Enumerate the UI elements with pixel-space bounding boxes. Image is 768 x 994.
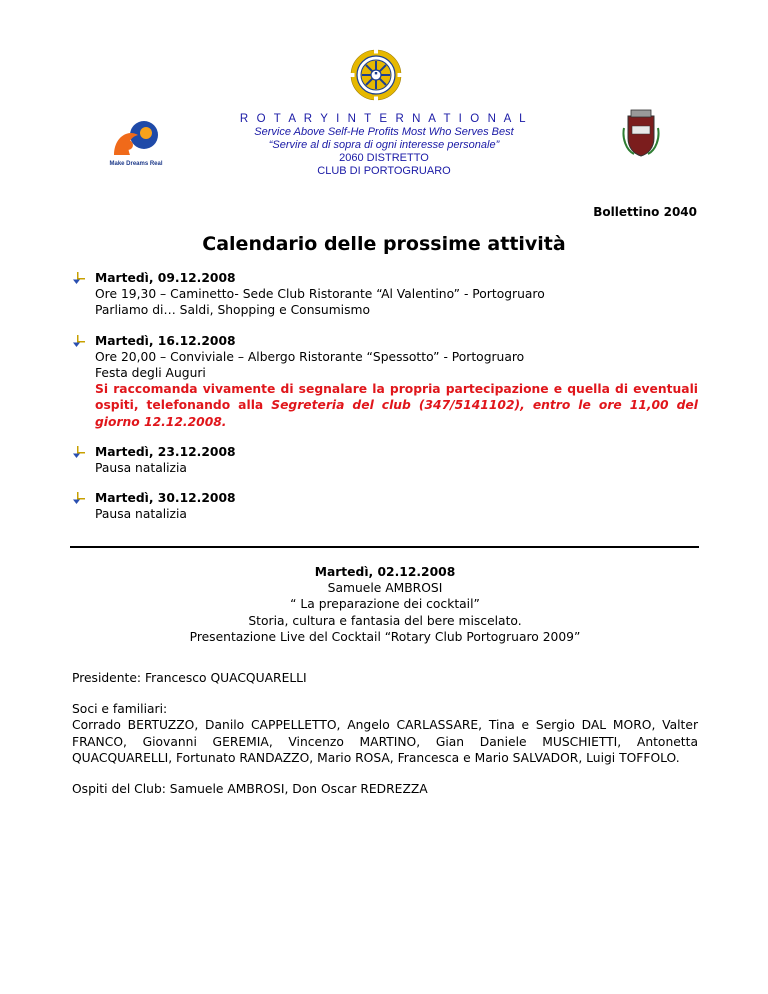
event-line: Pausa natalizia <box>95 507 187 522</box>
members-list: Corrado BERTUZZO, Danilo CAPPELLETTO, Angelo CARLASSARE, Tina e Sergio DAL MORO, Valter FRANCO, Giovanni GEREMIA, Vincenzo MARTINO, Gian Daniele MUSCHIETTI, Antonetta QUACQUARELLI, Fortunato RANDAZZO, Mario ROSA, Francesca e Mario SALVADOR, Luigi TOFFOLO. <box>72 718 698 765</box>
club-header <box>184 113 584 178</box>
notice-text: Si raccomanda vivamente di segnalare la propria partecipazione e quella di eventuali ospiti, telefonando alla <box>95 382 698 413</box>
event-date: Martedì, 16.12.2008 <box>95 333 236 348</box>
calendar-event <box>72 444 698 476</box>
district: 2060 DISTRETTO <box>339 152 429 164</box>
guests: Ospiti del Club: Samuele AMBROSI, Don Oscar REDREZZA <box>72 782 428 797</box>
event-date: Martedì, 30.12.2008 <box>95 491 236 506</box>
make-dreams-real-label: Make Dreams Real <box>109 161 163 167</box>
club-name: CLUB DI PORTOGRUARO <box>317 165 451 177</box>
notice-contact: Segreteria del club (347/5141102), entro le ore 11,00 del giorno 12.12.2008. <box>95 398 698 429</box>
org-name: R O T A R Y I N T E R N A T I O N A L <box>239 113 529 125</box>
bullet-arrow-icon <box>72 445 86 459</box>
past-meeting <box>72 564 698 645</box>
calendar-event <box>72 333 698 430</box>
event-line: Festa degli Auguri <box>95 366 206 381</box>
bullet-arrow-icon <box>72 334 86 348</box>
motto-english: Service Above Self-He Profits Most Who Serves Best <box>254 126 514 138</box>
event-line: Pausa natalizia <box>95 461 187 476</box>
rotary-wheel-logo <box>349 48 403 102</box>
past-meeting-topic: “ La preparazione dei cocktail” <box>290 597 480 612</box>
town-crest-icon <box>622 108 660 158</box>
event-line: Ore 19,30 – Caminetto- Sede Club Ristorante “Al Valentino” - Portogruaro <box>95 287 545 302</box>
president: Presidente: Francesco QUACQUARELLI <box>72 671 307 685</box>
bullet-arrow-icon <box>72 271 86 285</box>
event-date: Martedì, 23.12.2008 <box>95 444 236 459</box>
event-date: Martedì, 09.12.2008 <box>95 271 236 285</box>
calendar-event <box>72 270 698 319</box>
bullet-arrow-icon <box>72 491 86 505</box>
past-meeting-date: Martedì, 02.12.2008 <box>314 565 456 579</box>
calendar-event <box>72 490 698 522</box>
members-label: Soci e familiari: <box>72 702 168 717</box>
past-meeting-subtitle: Storia, cultura e fantasia del bere miscelato. <box>248 613 522 628</box>
past-meeting-presentation: Presentazione Live del Cocktail “Rotary Club Portogruaro 2009” <box>189 629 581 644</box>
members <box>72 701 698 766</box>
bulletin-number: Bollettino 2040 <box>593 205 697 219</box>
event-line: Parliamo di… Saldi, Shopping e Consumismo <box>95 303 370 318</box>
motto-italian: “Servire al di sopra di ogni interesse personale” <box>268 139 500 151</box>
past-meeting-speaker: Samuele AMBROSI <box>327 581 443 596</box>
reservation-notice <box>95 381 698 430</box>
section-divider <box>70 546 699 548</box>
event-line: Ore 20,00 – Conviviale – Albergo Ristorante “Spessotto” - Portogruaro <box>95 349 525 364</box>
activity-calendar <box>72 270 698 537</box>
page-title: Calendario delle prossime attività <box>202 233 566 255</box>
attendance-section <box>72 670 698 812</box>
